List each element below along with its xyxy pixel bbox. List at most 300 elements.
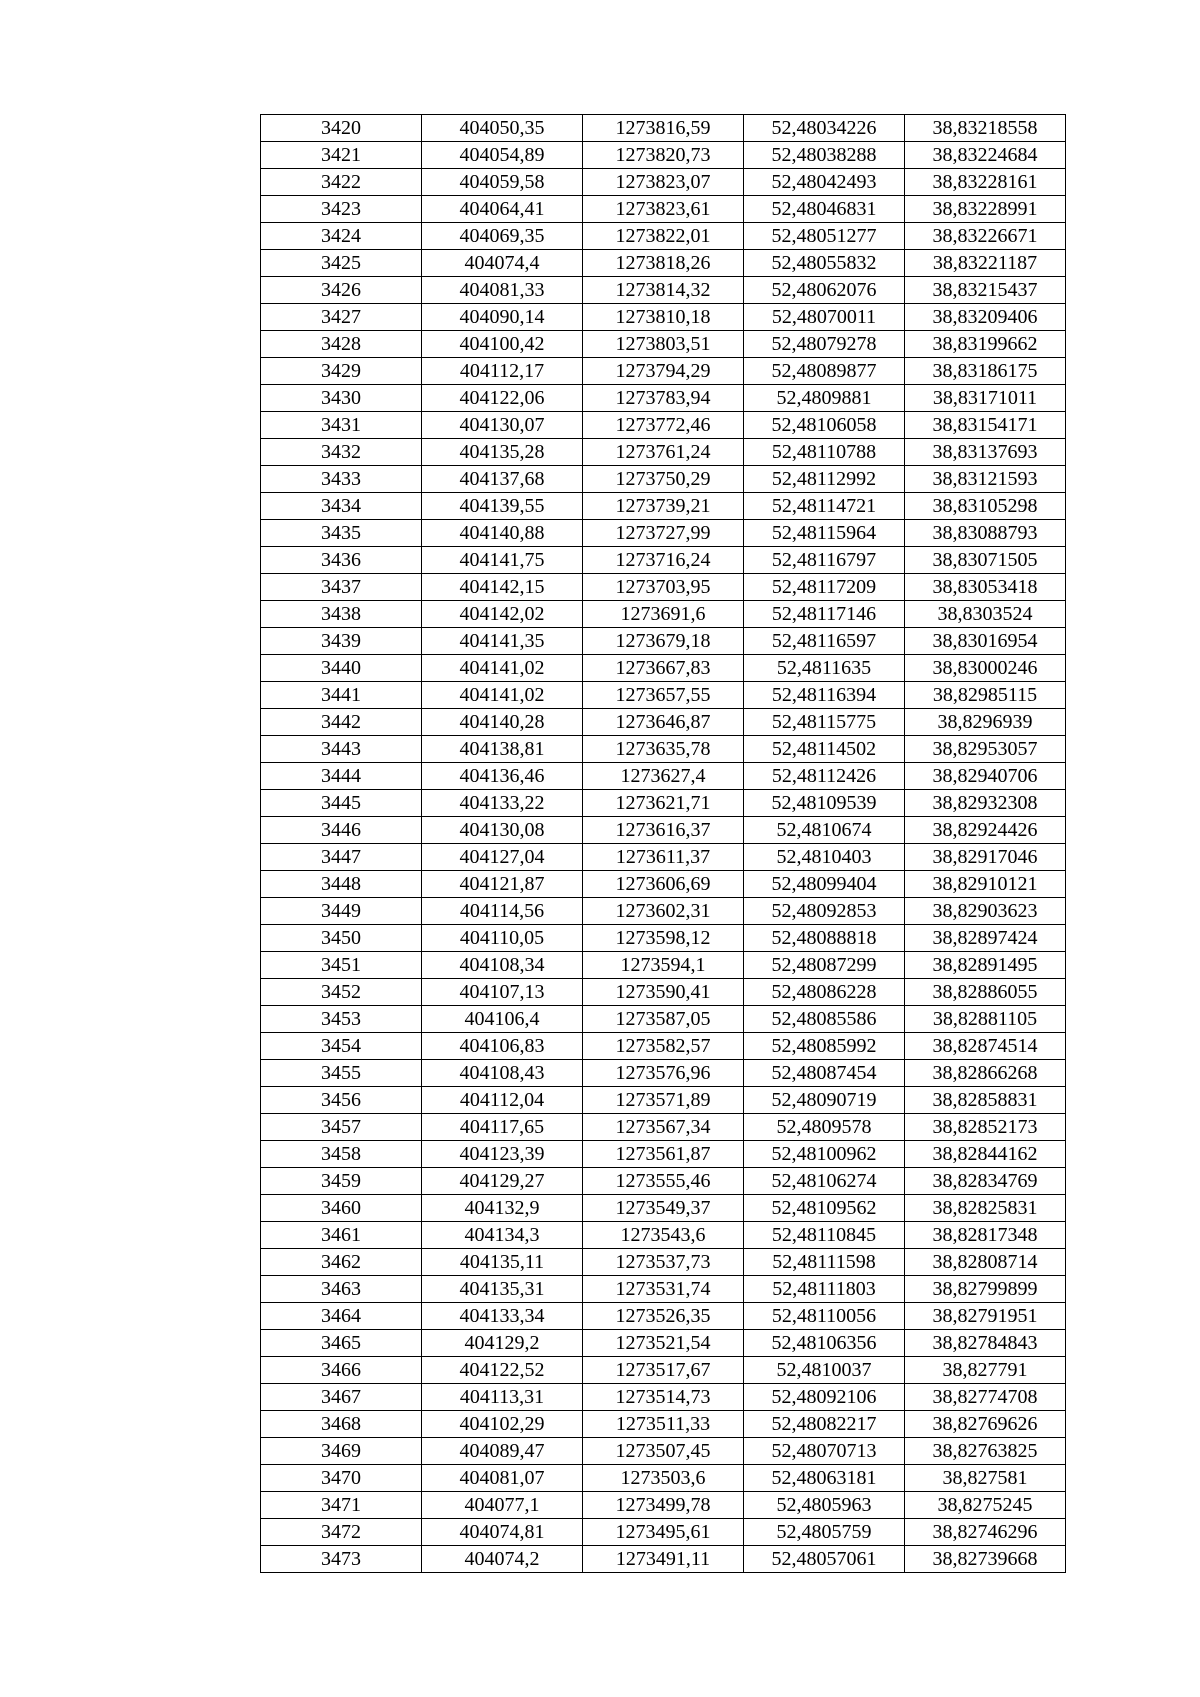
longitude-cell: 38,83105298 xyxy=(905,493,1066,520)
longitude-cell: 38,82769626 xyxy=(905,1411,1066,1438)
point-number-cell: 3422 xyxy=(261,169,422,196)
latitude-cell: 52,48082217 xyxy=(744,1411,905,1438)
y-coordinate-cell: 1273507,45 xyxy=(583,1438,744,1465)
latitude-cell: 52,48088818 xyxy=(744,925,905,952)
longitude-cell: 38,82808714 xyxy=(905,1249,1066,1276)
x-coordinate-cell: 404100,42 xyxy=(422,331,583,358)
table-row xyxy=(261,304,1066,331)
latitude-cell: 52,48062076 xyxy=(744,277,905,304)
point-number-cell: 3445 xyxy=(261,790,422,817)
point-number-cell: 3436 xyxy=(261,547,422,574)
longitude-cell: 38,82940706 xyxy=(905,763,1066,790)
point-number-cell: 3449 xyxy=(261,898,422,925)
latitude-cell: 52,48092106 xyxy=(744,1384,905,1411)
x-coordinate-cell: 404081,33 xyxy=(422,277,583,304)
latitude-cell: 52,48087454 xyxy=(744,1060,905,1087)
latitude-cell: 52,4811635 xyxy=(744,655,905,682)
table-row xyxy=(261,1168,1066,1195)
longitude-cell: 38,82844162 xyxy=(905,1141,1066,1168)
y-coordinate-cell: 1273571,89 xyxy=(583,1087,744,1114)
point-number-cell: 3426 xyxy=(261,277,422,304)
point-number-cell: 3457 xyxy=(261,1114,422,1141)
x-coordinate-cell: 404113,31 xyxy=(422,1384,583,1411)
latitude-cell: 52,48063181 xyxy=(744,1465,905,1492)
table-row xyxy=(261,385,1066,412)
point-number-cell: 3423 xyxy=(261,196,422,223)
point-number-cell: 3462 xyxy=(261,1249,422,1276)
latitude-cell: 52,48079278 xyxy=(744,331,905,358)
point-number-cell: 3456 xyxy=(261,1087,422,1114)
table-row xyxy=(261,1033,1066,1060)
table-row xyxy=(261,547,1066,574)
longitude-cell: 38,82852173 xyxy=(905,1114,1066,1141)
x-coordinate-cell: 404090,14 xyxy=(422,304,583,331)
y-coordinate-cell: 1273794,29 xyxy=(583,358,744,385)
y-coordinate-cell: 1273657,55 xyxy=(583,682,744,709)
y-coordinate-cell: 1273598,12 xyxy=(583,925,744,952)
x-coordinate-cell: 404142,02 xyxy=(422,601,583,628)
x-coordinate-cell: 404137,68 xyxy=(422,466,583,493)
table-row xyxy=(261,1465,1066,1492)
latitude-cell: 52,48116394 xyxy=(744,682,905,709)
longitude-cell: 38,82886055 xyxy=(905,979,1066,1006)
point-number-cell: 3466 xyxy=(261,1357,422,1384)
latitude-cell: 52,48109539 xyxy=(744,790,905,817)
y-coordinate-cell: 1273616,37 xyxy=(583,817,744,844)
point-number-cell: 3454 xyxy=(261,1033,422,1060)
x-coordinate-cell: 404133,34 xyxy=(422,1303,583,1330)
latitude-cell: 52,48115964 xyxy=(744,520,905,547)
point-number-cell: 3469 xyxy=(261,1438,422,1465)
x-coordinate-cell: 404064,41 xyxy=(422,196,583,223)
latitude-cell: 52,4805759 xyxy=(744,1519,905,1546)
latitude-cell: 52,48100962 xyxy=(744,1141,905,1168)
longitude-cell: 38,82874514 xyxy=(905,1033,1066,1060)
longitude-cell: 38,82763825 xyxy=(905,1438,1066,1465)
longitude-cell: 38,83209406 xyxy=(905,304,1066,331)
point-number-cell: 3459 xyxy=(261,1168,422,1195)
point-number-cell: 3448 xyxy=(261,871,422,898)
point-number-cell: 3450 xyxy=(261,925,422,952)
y-coordinate-cell: 1273803,51 xyxy=(583,331,744,358)
longitude-cell: 38,82897424 xyxy=(905,925,1066,952)
latitude-cell: 52,48070011 xyxy=(744,304,905,331)
point-number-cell: 3420 xyxy=(261,115,422,142)
longitude-cell: 38,83053418 xyxy=(905,574,1066,601)
y-coordinate-cell: 1273635,78 xyxy=(583,736,744,763)
longitude-cell: 38,82910121 xyxy=(905,871,1066,898)
point-number-cell: 3435 xyxy=(261,520,422,547)
table-row xyxy=(261,1114,1066,1141)
longitude-cell: 38,82985115 xyxy=(905,682,1066,709)
y-coordinate-cell: 1273521,54 xyxy=(583,1330,744,1357)
longitude-cell: 38,83171011 xyxy=(905,385,1066,412)
y-coordinate-cell: 1273611,37 xyxy=(583,844,744,871)
y-coordinate-cell: 1273621,71 xyxy=(583,790,744,817)
latitude-cell: 52,48085586 xyxy=(744,1006,905,1033)
longitude-cell: 38,83215437 xyxy=(905,277,1066,304)
longitude-cell: 38,82817348 xyxy=(905,1222,1066,1249)
longitude-cell: 38,82825831 xyxy=(905,1195,1066,1222)
table-row xyxy=(261,520,1066,547)
point-number-cell: 3442 xyxy=(261,709,422,736)
table-row xyxy=(261,574,1066,601)
x-coordinate-cell: 404129,2 xyxy=(422,1330,583,1357)
y-coordinate-cell: 1273526,35 xyxy=(583,1303,744,1330)
table-row xyxy=(261,655,1066,682)
longitude-cell: 38,82866268 xyxy=(905,1060,1066,1087)
table-row xyxy=(261,250,1066,277)
latitude-cell: 52,48112992 xyxy=(744,466,905,493)
table-row xyxy=(261,439,1066,466)
table-row xyxy=(261,1060,1066,1087)
table-row xyxy=(261,142,1066,169)
table-row xyxy=(261,628,1066,655)
latitude-cell: 52,48114721 xyxy=(744,493,905,520)
latitude-cell: 52,48092853 xyxy=(744,898,905,925)
point-number-cell: 3464 xyxy=(261,1303,422,1330)
x-coordinate-cell: 404077,1 xyxy=(422,1492,583,1519)
latitude-cell: 52,48110788 xyxy=(744,439,905,466)
longitude-cell: 38,83071505 xyxy=(905,547,1066,574)
y-coordinate-cell: 1273543,6 xyxy=(583,1222,744,1249)
latitude-cell: 52,48057061 xyxy=(744,1546,905,1573)
point-number-cell: 3468 xyxy=(261,1411,422,1438)
y-coordinate-cell: 1273503,6 xyxy=(583,1465,744,1492)
y-coordinate-cell: 1273739,21 xyxy=(583,493,744,520)
point-number-cell: 3425 xyxy=(261,250,422,277)
y-coordinate-cell: 1273561,87 xyxy=(583,1141,744,1168)
table-row xyxy=(261,1492,1066,1519)
point-number-cell: 3467 xyxy=(261,1384,422,1411)
y-coordinate-cell: 1273703,95 xyxy=(583,574,744,601)
y-coordinate-cell: 1273772,46 xyxy=(583,412,744,439)
table-row xyxy=(261,1330,1066,1357)
x-coordinate-cell: 404141,75 xyxy=(422,547,583,574)
table-row xyxy=(261,412,1066,439)
longitude-cell: 38,82953057 xyxy=(905,736,1066,763)
longitude-cell: 38,83016954 xyxy=(905,628,1066,655)
x-coordinate-cell: 404141,02 xyxy=(422,682,583,709)
y-coordinate-cell: 1273594,1 xyxy=(583,952,744,979)
longitude-cell: 38,82924426 xyxy=(905,817,1066,844)
latitude-cell: 52,48055832 xyxy=(744,250,905,277)
x-coordinate-cell: 404134,3 xyxy=(422,1222,583,1249)
point-number-cell: 3433 xyxy=(261,466,422,493)
x-coordinate-cell: 404108,43 xyxy=(422,1060,583,1087)
table-row xyxy=(261,223,1066,250)
latitude-cell: 52,48042493 xyxy=(744,169,905,196)
latitude-cell: 52,48106274 xyxy=(744,1168,905,1195)
table-row xyxy=(261,898,1066,925)
point-number-cell: 3471 xyxy=(261,1492,422,1519)
y-coordinate-cell: 1273567,34 xyxy=(583,1114,744,1141)
table-row xyxy=(261,1546,1066,1573)
x-coordinate-cell: 404139,55 xyxy=(422,493,583,520)
point-number-cell: 3431 xyxy=(261,412,422,439)
y-coordinate-cell: 1273555,46 xyxy=(583,1168,744,1195)
y-coordinate-cell: 1273818,26 xyxy=(583,250,744,277)
y-coordinate-cell: 1273727,99 xyxy=(583,520,744,547)
point-number-cell: 3465 xyxy=(261,1330,422,1357)
point-number-cell: 3429 xyxy=(261,358,422,385)
latitude-cell: 52,48115775 xyxy=(744,709,905,736)
latitude-cell: 52,48085992 xyxy=(744,1033,905,1060)
latitude-cell: 52,48110845 xyxy=(744,1222,905,1249)
longitude-cell: 38,83221187 xyxy=(905,250,1066,277)
y-coordinate-cell: 1273667,83 xyxy=(583,655,744,682)
latitude-cell: 52,4810403 xyxy=(744,844,905,871)
point-number-cell: 3430 xyxy=(261,385,422,412)
point-number-cell: 3444 xyxy=(261,763,422,790)
point-number-cell: 3434 xyxy=(261,493,422,520)
longitude-cell: 38,8303524 xyxy=(905,601,1066,628)
table-row xyxy=(261,196,1066,223)
point-number-cell: 3446 xyxy=(261,817,422,844)
coordinates-table-body xyxy=(261,115,1066,1573)
x-coordinate-cell: 404135,31 xyxy=(422,1276,583,1303)
table-row xyxy=(261,1006,1066,1033)
latitude-cell: 52,48106058 xyxy=(744,412,905,439)
table-row xyxy=(261,1222,1066,1249)
point-number-cell: 3441 xyxy=(261,682,422,709)
longitude-cell: 38,82784843 xyxy=(905,1330,1066,1357)
x-coordinate-cell: 404106,83 xyxy=(422,1033,583,1060)
y-coordinate-cell: 1273646,87 xyxy=(583,709,744,736)
y-coordinate-cell: 1273514,73 xyxy=(583,1384,744,1411)
x-coordinate-cell: 404114,56 xyxy=(422,898,583,925)
longitude-cell: 38,82799899 xyxy=(905,1276,1066,1303)
y-coordinate-cell: 1273810,18 xyxy=(583,304,744,331)
y-coordinate-cell: 1273491,11 xyxy=(583,1546,744,1573)
table-row xyxy=(261,871,1066,898)
longitude-cell: 38,83000246 xyxy=(905,655,1066,682)
x-coordinate-cell: 404108,34 xyxy=(422,952,583,979)
latitude-cell: 52,48034226 xyxy=(744,115,905,142)
x-coordinate-cell: 404135,28 xyxy=(422,439,583,466)
y-coordinate-cell: 1273816,59 xyxy=(583,115,744,142)
longitude-cell: 38,8275245 xyxy=(905,1492,1066,1519)
table-row xyxy=(261,1195,1066,1222)
y-coordinate-cell: 1273822,01 xyxy=(583,223,744,250)
latitude-cell: 52,48046831 xyxy=(744,196,905,223)
longitude-cell: 38,83186175 xyxy=(905,358,1066,385)
y-coordinate-cell: 1273823,07 xyxy=(583,169,744,196)
longitude-cell: 38,82746296 xyxy=(905,1519,1066,1546)
point-number-cell: 3473 xyxy=(261,1546,422,1573)
x-coordinate-cell: 404121,87 xyxy=(422,871,583,898)
latitude-cell: 52,48086228 xyxy=(744,979,905,1006)
table-row xyxy=(261,1249,1066,1276)
latitude-cell: 52,48116597 xyxy=(744,628,905,655)
y-coordinate-cell: 1273750,29 xyxy=(583,466,744,493)
x-coordinate-cell: 404123,39 xyxy=(422,1141,583,1168)
latitude-cell: 52,48106356 xyxy=(744,1330,905,1357)
y-coordinate-cell: 1273582,57 xyxy=(583,1033,744,1060)
y-coordinate-cell: 1273823,61 xyxy=(583,196,744,223)
latitude-cell: 52,4809578 xyxy=(744,1114,905,1141)
table-row xyxy=(261,466,1066,493)
x-coordinate-cell: 404102,29 xyxy=(422,1411,583,1438)
longitude-cell: 38,83224684 xyxy=(905,142,1066,169)
longitude-cell: 38,82903623 xyxy=(905,898,1066,925)
point-number-cell: 3461 xyxy=(261,1222,422,1249)
point-number-cell: 3458 xyxy=(261,1141,422,1168)
latitude-cell: 52,48117146 xyxy=(744,601,905,628)
point-number-cell: 3470 xyxy=(261,1465,422,1492)
x-coordinate-cell: 404074,81 xyxy=(422,1519,583,1546)
latitude-cell: 52,48112426 xyxy=(744,763,905,790)
x-coordinate-cell: 404050,35 xyxy=(422,115,583,142)
table-row xyxy=(261,1438,1066,1465)
y-coordinate-cell: 1273517,67 xyxy=(583,1357,744,1384)
x-coordinate-cell: 404110,05 xyxy=(422,925,583,952)
table-row xyxy=(261,358,1066,385)
coordinates-table xyxy=(260,114,1066,1573)
longitude-cell: 38,82917046 xyxy=(905,844,1066,871)
y-coordinate-cell: 1273761,24 xyxy=(583,439,744,466)
table-row xyxy=(261,682,1066,709)
point-number-cell: 3463 xyxy=(261,1276,422,1303)
table-row xyxy=(261,952,1066,979)
y-coordinate-cell: 1273511,33 xyxy=(583,1411,744,1438)
longitude-cell: 38,83226671 xyxy=(905,223,1066,250)
table-row xyxy=(261,763,1066,790)
x-coordinate-cell: 404133,22 xyxy=(422,790,583,817)
x-coordinate-cell: 404132,9 xyxy=(422,1195,583,1222)
latitude-cell: 52,4810037 xyxy=(744,1357,905,1384)
longitude-cell: 38,82774708 xyxy=(905,1384,1066,1411)
longitude-cell: 38,83121593 xyxy=(905,466,1066,493)
latitude-cell: 52,4809881 xyxy=(744,385,905,412)
longitude-cell: 38,83199662 xyxy=(905,331,1066,358)
y-coordinate-cell: 1273587,05 xyxy=(583,1006,744,1033)
point-number-cell: 3472 xyxy=(261,1519,422,1546)
table-row xyxy=(261,736,1066,763)
longitude-cell: 38,83218558 xyxy=(905,115,1066,142)
table-row xyxy=(261,709,1066,736)
longitude-cell: 38,82858831 xyxy=(905,1087,1066,1114)
y-coordinate-cell: 1273627,4 xyxy=(583,763,744,790)
table-row xyxy=(261,979,1066,1006)
point-number-cell: 3453 xyxy=(261,1006,422,1033)
x-coordinate-cell: 404117,65 xyxy=(422,1114,583,1141)
y-coordinate-cell: 1273691,6 xyxy=(583,601,744,628)
point-number-cell: 3443 xyxy=(261,736,422,763)
x-coordinate-cell: 404135,11 xyxy=(422,1249,583,1276)
x-coordinate-cell: 404122,52 xyxy=(422,1357,583,1384)
table-row xyxy=(261,817,1066,844)
x-coordinate-cell: 404059,58 xyxy=(422,169,583,196)
longitude-cell: 38,82834769 xyxy=(905,1168,1066,1195)
point-number-cell: 3460 xyxy=(261,1195,422,1222)
x-coordinate-cell: 404140,28 xyxy=(422,709,583,736)
point-number-cell: 3432 xyxy=(261,439,422,466)
longitude-cell: 38,83088793 xyxy=(905,520,1066,547)
longitude-cell: 38,827581 xyxy=(905,1465,1066,1492)
x-coordinate-cell: 404074,4 xyxy=(422,250,583,277)
latitude-cell: 52,48116797 xyxy=(744,547,905,574)
x-coordinate-cell: 404074,2 xyxy=(422,1546,583,1573)
y-coordinate-cell: 1273606,69 xyxy=(583,871,744,898)
x-coordinate-cell: 404054,89 xyxy=(422,142,583,169)
y-coordinate-cell: 1273499,78 xyxy=(583,1492,744,1519)
table-row xyxy=(261,1087,1066,1114)
x-coordinate-cell: 404142,15 xyxy=(422,574,583,601)
x-coordinate-cell: 404069,35 xyxy=(422,223,583,250)
point-number-cell: 3428 xyxy=(261,331,422,358)
longitude-cell: 38,827791 xyxy=(905,1357,1066,1384)
latitude-cell: 52,48051277 xyxy=(744,223,905,250)
latitude-cell: 52,48114502 xyxy=(744,736,905,763)
x-coordinate-cell: 404089,47 xyxy=(422,1438,583,1465)
point-number-cell: 3451 xyxy=(261,952,422,979)
y-coordinate-cell: 1273495,61 xyxy=(583,1519,744,1546)
latitude-cell: 52,48090719 xyxy=(744,1087,905,1114)
table-row xyxy=(261,1357,1066,1384)
latitude-cell: 52,4810674 xyxy=(744,817,905,844)
x-coordinate-cell: 404112,17 xyxy=(422,358,583,385)
point-number-cell: 3440 xyxy=(261,655,422,682)
x-coordinate-cell: 404140,88 xyxy=(422,520,583,547)
y-coordinate-cell: 1273576,96 xyxy=(583,1060,744,1087)
x-coordinate-cell: 404130,07 xyxy=(422,412,583,439)
longitude-cell: 38,83228161 xyxy=(905,169,1066,196)
latitude-cell: 52,48089877 xyxy=(744,358,905,385)
table-row xyxy=(261,1141,1066,1168)
latitude-cell: 52,48110056 xyxy=(744,1303,905,1330)
latitude-cell: 52,48099404 xyxy=(744,871,905,898)
latitude-cell: 52,4805963 xyxy=(744,1492,905,1519)
latitude-cell: 52,48111803 xyxy=(744,1276,905,1303)
table-row xyxy=(261,331,1066,358)
longitude-cell: 38,8296939 xyxy=(905,709,1066,736)
x-coordinate-cell: 404138,81 xyxy=(422,736,583,763)
longitude-cell: 38,82881105 xyxy=(905,1006,1066,1033)
y-coordinate-cell: 1273783,94 xyxy=(583,385,744,412)
longitude-cell: 38,83228991 xyxy=(905,196,1066,223)
y-coordinate-cell: 1273602,31 xyxy=(583,898,744,925)
latitude-cell: 52,48087299 xyxy=(744,952,905,979)
x-coordinate-cell: 404141,35 xyxy=(422,628,583,655)
table-row xyxy=(261,1411,1066,1438)
latitude-cell: 52,48109562 xyxy=(744,1195,905,1222)
latitude-cell: 52,48070713 xyxy=(744,1438,905,1465)
point-number-cell: 3455 xyxy=(261,1060,422,1087)
table-row xyxy=(261,115,1066,142)
y-coordinate-cell: 1273820,73 xyxy=(583,142,744,169)
x-coordinate-cell: 404081,07 xyxy=(422,1465,583,1492)
table-row xyxy=(261,1276,1066,1303)
table-row xyxy=(261,601,1066,628)
x-coordinate-cell: 404122,06 xyxy=(422,385,583,412)
point-number-cell: 3447 xyxy=(261,844,422,871)
table-row xyxy=(261,277,1066,304)
table-row xyxy=(261,1303,1066,1330)
longitude-cell: 38,82739668 xyxy=(905,1546,1066,1573)
latitude-cell: 52,48038288 xyxy=(744,142,905,169)
point-number-cell: 3438 xyxy=(261,601,422,628)
point-number-cell: 3437 xyxy=(261,574,422,601)
longitude-cell: 38,83137693 xyxy=(905,439,1066,466)
x-coordinate-cell: 404107,13 xyxy=(422,979,583,1006)
table-row xyxy=(261,1519,1066,1546)
table-row xyxy=(261,493,1066,520)
point-number-cell: 3424 xyxy=(261,223,422,250)
x-coordinate-cell: 404129,27 xyxy=(422,1168,583,1195)
y-coordinate-cell: 1273679,18 xyxy=(583,628,744,655)
x-coordinate-cell: 404130,08 xyxy=(422,817,583,844)
